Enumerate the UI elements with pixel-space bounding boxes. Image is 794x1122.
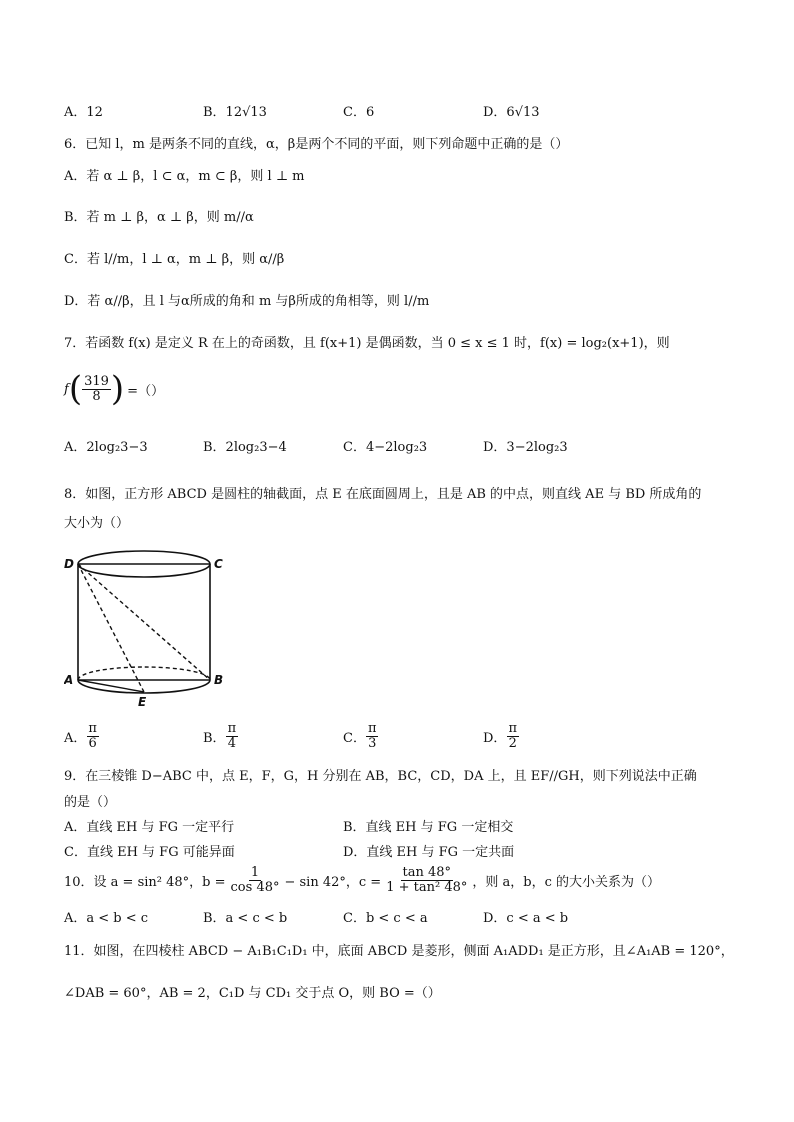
q5-option-d: D．6√13 — [483, 105, 540, 120]
q8-option-d-den: 2 — [508, 735, 517, 751]
q10-b-num: 1 — [250, 864, 260, 880]
q7-option-a: A．2log₂3−3 — [64, 440, 148, 455]
q11-stem-line2: ∠DAB = 60°，AB = 2，C₁D 与 CD₁ 交于点 O，则 BO =（） — [64, 986, 441, 1001]
q8-line-db — [78, 564, 210, 680]
q7-option-c: C．4−2log₂3 — [343, 440, 428, 455]
q8-option-b — [203, 722, 238, 750]
q7-lparen: ( — [68, 369, 83, 409]
q9-option-b: B．直线 EH 与 FG 一定相交 — [343, 820, 514, 835]
q9-stem-line2: 的是（） — [64, 795, 117, 810]
q7-fraction — [82, 375, 111, 403]
q8-option-a-den: 6 — [88, 735, 97, 751]
q7-fraction-den: 8 — [92, 388, 101, 404]
q8-option-d-label: D． — [483, 730, 507, 746]
q8-stem-line2: 大小为（） — [64, 516, 130, 531]
q8-option-b-label: B． — [203, 730, 226, 746]
q7-f: f — [64, 381, 69, 397]
q7-rparen: ) — [110, 369, 125, 409]
q9-option-d: D．直线 EH 与 FG 一定共面 — [343, 845, 515, 860]
q10-option-a: A．a < b < c — [64, 911, 149, 926]
q10-c-num: tan 48° — [402, 864, 452, 880]
q10-b-fraction — [229, 866, 282, 894]
q8-label-e: E — [138, 695, 147, 709]
q6-option-a: A．若 α ⊥ β，l ⊂ α，m ⊂ β，则 l ⊥ m — [64, 169, 305, 184]
q8-option-a — [64, 722, 99, 750]
q10-c-den: 1 + tan² 48° — [386, 879, 468, 895]
q10-part3: ，则 a，b，c 的大小关系为（） — [472, 874, 660, 890]
q10-b-den: cos 48° — [230, 879, 280, 895]
q6-option-b: B．若 m ⊥ β，α ⊥ β，则 m//α — [64, 210, 254, 225]
q7-fraction-num: 319 — [84, 373, 109, 389]
q9-option-c: C．直线 EH 与 FG 可能异面 — [64, 845, 235, 860]
q10-option-b: B．a < c < b — [203, 911, 288, 926]
q8-option-d-num: π — [508, 721, 517, 736]
q8-label-b: B — [214, 673, 224, 687]
q7-option-d: D．3−2log₂3 — [483, 440, 568, 455]
q8-option-b-num: π — [227, 721, 237, 736]
q8-option-a-label: A． — [64, 730, 87, 746]
q6-stem: 6．已知 l，m 是两条不同的直线，α，β是两个不同的平面，则下列命题中正确的是（） — [64, 137, 569, 152]
q8-option-b-den: 4 — [227, 735, 236, 751]
q7-expression — [64, 369, 165, 409]
q8-label-d: D — [64, 557, 74, 571]
q8-stem-line1: 8．如图，正方形 ABCD 是圆柱的轴截面，点 E 在底面圆周上，且是 AB 的中点，则直线 AE 与 BD 所成角的 — [64, 487, 702, 502]
q11-stem-line1: 11．如图，在四棱柱 ABCD − A₁B₁C₁D₁ 中，底面 ABCD 是菱形，侧面 A₁ADD₁ 是正方形，且∠A₁AB = 120°， — [64, 944, 734, 959]
q10-c-fraction — [384, 866, 469, 894]
q5-option-a: A．12 — [64, 105, 103, 120]
q6-option-d: D．若 α//β，且 l 与α所成的角和 m 与β所成的角相等，则 l//m — [64, 294, 430, 309]
q10-part2: − sin 42°，c = — [284, 874, 382, 890]
q10-part1: 10．设 a = sin² 48°，b = — [64, 874, 226, 890]
q7-stem: 7．若函数 f(x) 是定义 R 在上的奇函数，且 f(x+1) 是偶函数，当 0 ≤ x ≤ 1 时，f(x) = log₂(x+1)，则 — [64, 336, 670, 351]
q9-stem-line1: 9．在三棱锥 D−ABC 中，点 E，F，G，H 分别在 AB，BC，CD，DA 上，且 EF//GH，则下列说法中正确 — [64, 769, 697, 784]
q8-label-a: A — [64, 673, 74, 687]
q10-option-d: D．c < a < b — [483, 911, 569, 926]
q8-line-ae — [78, 680, 144, 692]
q8-cylinder-figure — [64, 540, 234, 712]
q8-line-de — [78, 564, 144, 692]
q8-label-c: C — [214, 557, 223, 571]
q8-bottom-back-arc — [78, 667, 210, 680]
q5-option-c: C．6 — [343, 105, 375, 120]
q10-stem — [64, 860, 660, 900]
q5-option-b: B．12√13 — [203, 105, 267, 120]
q6-option-c: C．若 l//m，l ⊥ α，m ⊥ β，则 α//β — [64, 252, 285, 267]
q8-option-a-num: π — [88, 721, 97, 736]
q7-tail: =（） — [127, 383, 165, 399]
q10-option-c: C．b < c < a — [343, 911, 428, 926]
q8-option-c — [343, 722, 379, 750]
q8-option-c-num: π — [367, 721, 377, 736]
q8-option-c-label: C． — [343, 730, 366, 746]
q8-option-c-den: 3 — [368, 735, 377, 751]
q8-option-d — [483, 722, 519, 750]
q7-option-b: B．2log₂3−4 — [203, 440, 287, 455]
q9-option-a: A．直线 EH 与 FG 一定平行 — [64, 820, 235, 835]
